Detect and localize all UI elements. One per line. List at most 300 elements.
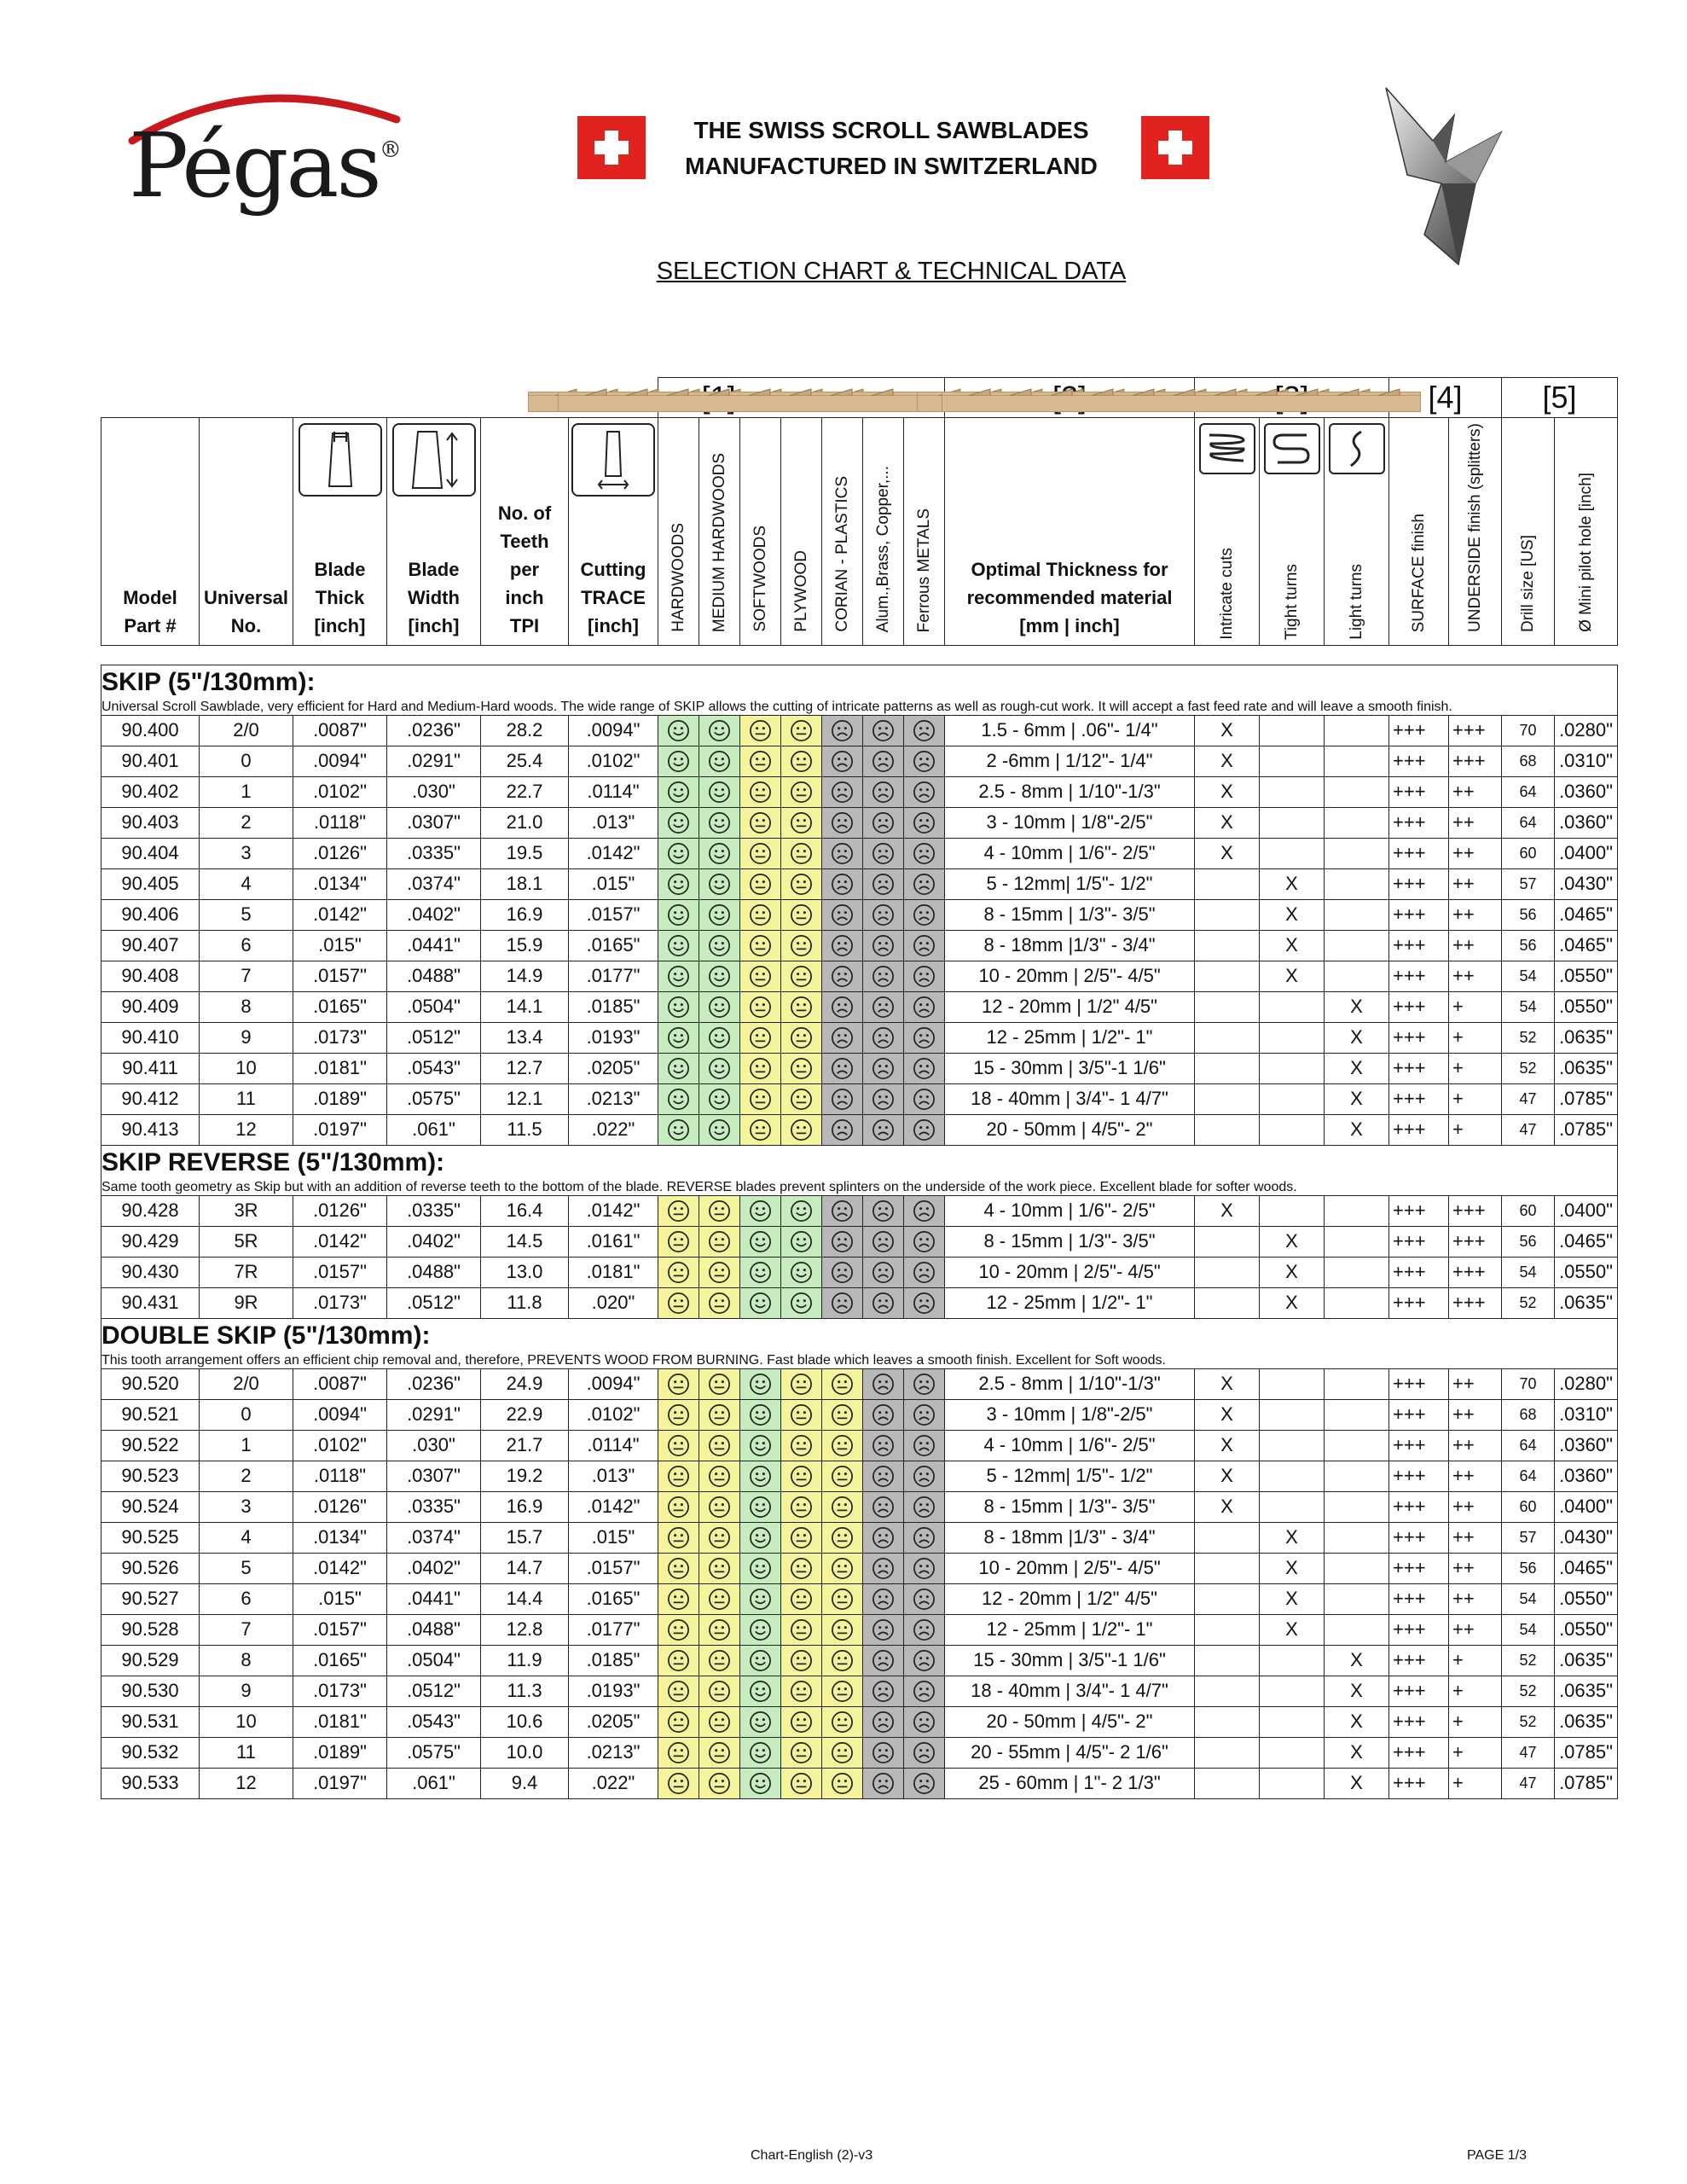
material-rating-cell — [740, 930, 781, 961]
material-rating-cell — [781, 1522, 822, 1553]
neutral-face-icon — [708, 1741, 731, 1764]
tight-turns-cell — [1260, 1083, 1325, 1114]
universal-no-cell: 5 — [200, 899, 293, 930]
neutral-face-icon — [790, 1465, 813, 1488]
material-rating-cell — [781, 1022, 822, 1053]
optimal-thickness-cell: 8 - 15mm | 1/3"- 3/5" — [945, 1226, 1195, 1257]
material-rating-cell — [863, 1022, 904, 1053]
material-rating-cell — [863, 1226, 904, 1257]
table-row — [101, 991, 1618, 1022]
neutral-face-icon — [790, 1403, 813, 1426]
material-rating-cell — [781, 807, 822, 838]
sad-face-icon — [913, 719, 936, 742]
material-rating-cell — [658, 1676, 699, 1706]
underside-finish-cell: ++ — [1449, 868, 1502, 899]
material-rating-cell — [863, 1257, 904, 1287]
material-rating-cell — [863, 1430, 904, 1461]
tpi-cell: 16.4 — [481, 1195, 569, 1226]
sad-face-icon — [913, 1741, 936, 1764]
material-rating-cell — [822, 1368, 863, 1399]
happy-face-icon — [749, 1649, 772, 1672]
material-rating-cell — [699, 1114, 740, 1145]
pilot-hole-cell: .0310" — [1555, 1399, 1618, 1430]
drill-size-cell: 47 — [1502, 1114, 1555, 1145]
material-rating-cell — [822, 746, 863, 776]
sad-face-icon — [913, 1649, 936, 1672]
cutting-trace-cell: .0181" — [569, 1257, 658, 1287]
blade-thick-cell: .0142" — [293, 1226, 387, 1257]
blade-width-cell: .0575" — [387, 1083, 481, 1114]
material-rating-cell — [699, 1583, 740, 1614]
group-5-header: [5] — [1502, 378, 1618, 418]
blade-width-cell: .0575" — [387, 1737, 481, 1768]
table-row — [101, 715, 1618, 746]
table-row — [101, 1022, 1618, 1053]
blade-thick-cell: .0173" — [293, 1287, 387, 1318]
blade-width-cell: .0335" — [387, 1491, 481, 1522]
tpi-cell: 19.2 — [481, 1461, 569, 1491]
sad-face-icon — [831, 1261, 854, 1284]
material-rating-cell — [699, 1676, 740, 1706]
happy-face-icon — [749, 1741, 772, 1764]
neutral-face-icon — [790, 1588, 813, 1611]
swiss-flag-icon — [1141, 116, 1209, 179]
blade-thick-cell: .0189" — [293, 1083, 387, 1114]
tpi-cell: 11.5 — [481, 1114, 569, 1145]
sad-face-icon — [831, 1292, 854, 1315]
underside-finish-cell: ++ — [1449, 1491, 1502, 1522]
sad-face-icon — [872, 1741, 895, 1764]
blade-thick-cell: .0142" — [293, 1553, 387, 1583]
surface-finish-cell: +++ — [1389, 1368, 1449, 1399]
underside-finish-cell: +++ — [1449, 1195, 1502, 1226]
universal-no-cell: 11 — [200, 1083, 293, 1114]
surface-finish-cell: +++ — [1389, 1553, 1449, 1583]
table-row — [101, 1522, 1618, 1553]
cutting-trace-cell: .0114" — [569, 1430, 658, 1461]
universal-no-cell: 4 — [200, 868, 293, 899]
cutting-trace-cell: .0165" — [569, 930, 658, 961]
cutting-trace-cell: .0177" — [569, 961, 658, 991]
model-part-cell: 90.526 — [101, 1553, 200, 1583]
drill-size-cell: 70 — [1502, 715, 1555, 746]
material-rating-cell — [822, 1053, 863, 1083]
material-rating-cell — [904, 1114, 945, 1145]
underside-finish-cell: ++ — [1449, 1368, 1502, 1399]
tight-turns-cell: X — [1260, 1257, 1325, 1287]
neutral-face-icon — [831, 1403, 854, 1426]
material-rating-cell — [863, 991, 904, 1022]
material-rating-cell — [904, 1461, 945, 1491]
sad-face-icon — [872, 1649, 895, 1672]
material-rating-cell — [822, 1706, 863, 1737]
material-rating-cell — [781, 961, 822, 991]
light-turns-cell — [1325, 1461, 1389, 1491]
tpi-cell: 25.4 — [481, 746, 569, 776]
material-rating-cell — [781, 1676, 822, 1706]
underside-finish-cell: ++ — [1449, 838, 1502, 868]
universal-no-cell: 10 — [200, 1053, 293, 1083]
sad-face-icon — [913, 965, 936, 988]
material-rating-cell — [863, 1368, 904, 1399]
sad-face-icon — [872, 1557, 895, 1580]
optimal-thickness-cell: 5 - 12mm| 1/5"- 1/2" — [945, 1461, 1195, 1491]
material-rating-cell — [740, 1768, 781, 1798]
surface-finish-cell: +++ — [1389, 1768, 1449, 1798]
surface-finish-cell: +++ — [1389, 1430, 1449, 1461]
material-rating-cell — [658, 1226, 699, 1257]
material-rating-cell — [699, 1430, 740, 1461]
light-turns-icon — [1329, 423, 1385, 474]
col-tight-turns: Tight turns — [1260, 418, 1325, 646]
material-rating-cell — [740, 991, 781, 1022]
tpi-cell: 21.0 — [481, 807, 569, 838]
sad-face-icon — [872, 1026, 895, 1049]
material-rating-cell — [863, 838, 904, 868]
optimal-thickness-cell: 25 - 60mm | 1"- 2 1/3" — [945, 1768, 1195, 1798]
drill-size-cell: 52 — [1502, 1706, 1555, 1737]
underside-finish-cell: + — [1449, 1768, 1502, 1798]
sad-face-icon — [831, 1118, 854, 1141]
material-rating-cell — [863, 1645, 904, 1676]
col-optimal-thickness: Optimal Thickness for recommended material [mm | inch] — [945, 418, 1195, 646]
material-rating-cell — [740, 1522, 781, 1553]
blade-width-cell: .0512" — [387, 1676, 481, 1706]
light-turns-cell: X — [1325, 1645, 1389, 1676]
table-row — [101, 1195, 1618, 1226]
cutting-trace-cell: .0205" — [569, 1053, 658, 1083]
neutral-face-icon — [831, 1772, 854, 1795]
material-rating-cell — [699, 1737, 740, 1768]
sad-face-icon — [913, 1526, 936, 1549]
surface-finish-cell: +++ — [1389, 1461, 1449, 1491]
drill-size-cell: 54 — [1502, 991, 1555, 1022]
optimal-thickness-cell: 10 - 20mm | 2/5"- 4/5" — [945, 1553, 1195, 1583]
light-turns-cell — [1325, 1226, 1389, 1257]
tpi-cell: 9.4 — [481, 1768, 569, 1798]
blade-thick-cell: .015" — [293, 1583, 387, 1614]
pilot-hole-cell: .0280" — [1555, 715, 1618, 746]
material-rating-cell — [863, 1399, 904, 1430]
material-rating-cell — [658, 838, 699, 868]
material-rating-cell — [699, 1399, 740, 1430]
neutral-face-icon — [831, 1649, 854, 1672]
sad-face-icon — [913, 934, 936, 957]
drill-size-cell: 60 — [1502, 1491, 1555, 1522]
optimal-thickness-cell: 18 - 40mm | 3/4"- 1 4/7" — [945, 1676, 1195, 1706]
table-row — [101, 1706, 1618, 1737]
light-turns-cell — [1325, 1257, 1389, 1287]
neutral-face-icon — [790, 1434, 813, 1457]
neutral-face-icon — [749, 965, 772, 988]
cutting-trace-cell: .013" — [569, 1461, 658, 1491]
neutral-face-icon — [790, 996, 813, 1019]
tight-turns-cell — [1260, 1022, 1325, 1053]
material-rating-cell — [781, 715, 822, 746]
neutral-face-icon — [831, 1588, 854, 1611]
neutral-face-icon — [749, 1088, 772, 1111]
blade-thick-cell: .0142" — [293, 899, 387, 930]
col-hardwoods: HARDWOODS — [658, 418, 699, 646]
col-medium-hardwoods: MEDIUM HARDWOODS — [699, 418, 740, 646]
happy-face-icon — [790, 1199, 813, 1223]
optimal-thickness-cell: 20 - 50mm | 4/5"- 2" — [945, 1706, 1195, 1737]
material-rating-cell — [699, 1053, 740, 1083]
cutting-trace-cell: .015" — [569, 1522, 658, 1553]
underside-finish-cell: +++ — [1449, 1257, 1502, 1287]
material-rating-cell — [740, 1226, 781, 1257]
tight-turns-cell — [1260, 1053, 1325, 1083]
material-rating-cell — [781, 1368, 822, 1399]
table-row — [101, 1461, 1618, 1491]
material-rating-cell — [904, 838, 945, 868]
material-rating-cell — [863, 1083, 904, 1114]
material-rating-cell — [658, 1430, 699, 1461]
material-rating-cell — [781, 899, 822, 930]
material-rating-cell — [658, 1768, 699, 1798]
neutral-face-icon — [708, 1618, 731, 1641]
cutting-trace-cell: .013" — [569, 807, 658, 838]
optimal-thickness-cell: 10 - 20mm | 2/5"- 4/5" — [945, 1257, 1195, 1287]
tight-turns-cell: X — [1260, 1614, 1325, 1645]
drill-size-cell: 47 — [1502, 1083, 1555, 1114]
light-turns-cell — [1325, 1491, 1389, 1522]
material-rating-cell — [904, 1614, 945, 1645]
tpi-cell: 21.7 — [481, 1430, 569, 1461]
happy-face-icon — [667, 719, 690, 742]
happy-face-icon — [667, 750, 690, 773]
sad-face-icon — [872, 1088, 895, 1111]
material-rating-cell — [658, 1737, 699, 1768]
neutral-face-icon — [790, 1649, 813, 1672]
blade-width-cell: .0504" — [387, 991, 481, 1022]
neutral-face-icon — [708, 1496, 731, 1519]
neutral-face-icon — [667, 1557, 690, 1580]
neutral-face-icon — [790, 1741, 813, 1764]
cutting-trace-cell: .0213" — [569, 1083, 658, 1114]
surface-finish-cell: +++ — [1389, 930, 1449, 961]
material-rating-cell — [658, 991, 699, 1022]
model-part-cell: 90.532 — [101, 1737, 200, 1768]
blade-thick-cell: .0157" — [293, 961, 387, 991]
light-turns-cell — [1325, 776, 1389, 807]
optimal-thickness-cell: 20 - 55mm | 4/5"- 2 1/6" — [945, 1737, 1195, 1768]
drill-size-cell: 68 — [1502, 746, 1555, 776]
tight-turns-cell — [1260, 1368, 1325, 1399]
intricate-cuts-cell — [1195, 1706, 1260, 1737]
blade-thick-cell: .0087" — [293, 715, 387, 746]
optimal-thickness-cell: 4 - 10mm | 1/6"- 2/5" — [945, 1430, 1195, 1461]
material-rating-cell — [658, 868, 699, 899]
sad-face-icon — [913, 1772, 936, 1795]
material-rating-cell — [781, 838, 822, 868]
material-rating-cell — [822, 1522, 863, 1553]
neutral-face-icon — [708, 1230, 731, 1253]
material-rating-cell — [781, 1399, 822, 1430]
intricate-cuts-cell — [1195, 1053, 1260, 1083]
sad-face-icon — [913, 1588, 936, 1611]
cutting-trace-cell: .0102" — [569, 746, 658, 776]
drill-size-cell: 52 — [1502, 1287, 1555, 1318]
material-rating-cell — [822, 1022, 863, 1053]
drill-size-cell: 56 — [1502, 899, 1555, 930]
pilot-hole-cell: .0635" — [1555, 1676, 1618, 1706]
material-rating-cell — [699, 1553, 740, 1583]
material-rating-cell — [863, 1461, 904, 1491]
material-rating-cell — [658, 1287, 699, 1318]
drill-size-cell: 64 — [1502, 1461, 1555, 1491]
material-rating-cell — [781, 1053, 822, 1083]
happy-face-icon — [708, 996, 731, 1019]
tight-turns-cell — [1260, 1399, 1325, 1430]
drill-size-cell: 52 — [1502, 1645, 1555, 1676]
neutral-face-icon — [790, 965, 813, 988]
sad-face-icon — [913, 750, 936, 773]
happy-face-icon — [749, 1373, 772, 1396]
material-rating-cell — [822, 1287, 863, 1318]
universal-no-cell: 2 — [200, 1461, 293, 1491]
blade-thick-cell: .0197" — [293, 1114, 387, 1145]
intricate-cuts-cell — [1195, 899, 1260, 930]
sad-face-icon — [831, 1199, 854, 1223]
light-turns-cell — [1325, 899, 1389, 930]
surface-finish-cell: +++ — [1389, 1522, 1449, 1553]
material-rating-cell — [904, 868, 945, 899]
intricate-cuts-cell — [1195, 1287, 1260, 1318]
model-part-cell: 90.428 — [101, 1195, 200, 1226]
blade-width-cell: .0504" — [387, 1645, 481, 1676]
happy-face-icon — [790, 1292, 813, 1315]
neutral-face-icon — [667, 1741, 690, 1764]
material-rating-cell — [658, 1706, 699, 1737]
neutral-face-icon — [790, 903, 813, 926]
intricate-cuts-cell — [1195, 1022, 1260, 1053]
underside-finish-cell: +++ — [1449, 1287, 1502, 1318]
neutral-face-icon — [667, 1373, 690, 1396]
sad-face-icon — [872, 873, 895, 896]
sad-face-icon — [831, 750, 854, 773]
material-rating-cell — [781, 1737, 822, 1768]
blade-thick-cell: .0197" — [293, 1768, 387, 1798]
model-part-cell: 90.406 — [101, 899, 200, 930]
underside-finish-cell: ++ — [1449, 1522, 1502, 1553]
neutral-face-icon — [749, 781, 772, 804]
intricate-cuts-cell — [1195, 1114, 1260, 1145]
drill-size-cell: 57 — [1502, 1522, 1555, 1553]
material-rating-cell — [658, 1583, 699, 1614]
intricate-cuts-cell: X — [1195, 807, 1260, 838]
light-turns-cell — [1325, 868, 1389, 899]
neutral-face-icon — [667, 1618, 690, 1641]
model-part-cell: 90.522 — [101, 1430, 200, 1461]
happy-face-icon — [667, 965, 690, 988]
sad-face-icon — [831, 719, 854, 742]
light-turns-cell — [1325, 1368, 1389, 1399]
tpi-cell: 14.5 — [481, 1226, 569, 1257]
neutral-face-icon — [790, 1557, 813, 1580]
model-part-cell: 90.411 — [101, 1053, 200, 1083]
model-part-cell: 90.400 — [101, 715, 200, 746]
underside-finish-cell: + — [1449, 1053, 1502, 1083]
material-rating-cell — [781, 930, 822, 961]
material-rating-cell — [740, 838, 781, 868]
pilot-hole-cell: .0310" — [1555, 746, 1618, 776]
model-part-cell: 90.530 — [101, 1676, 200, 1706]
model-part-cell: 90.412 — [101, 1083, 200, 1114]
happy-face-icon — [667, 1088, 690, 1111]
material-rating-cell — [740, 1706, 781, 1737]
tpi-cell: 11.9 — [481, 1645, 569, 1676]
tpi-cell: 14.9 — [481, 961, 569, 991]
surface-finish-cell: +++ — [1389, 1491, 1449, 1522]
pilot-hole-cell: .0400" — [1555, 1491, 1618, 1522]
tpi-cell: 11.3 — [481, 1676, 569, 1706]
material-rating-cell — [740, 1399, 781, 1430]
pilot-hole-cell: .0785" — [1555, 1114, 1618, 1145]
surface-finish-cell: +++ — [1389, 746, 1449, 776]
neutral-face-icon — [790, 1057, 813, 1080]
material-rating-cell — [699, 1226, 740, 1257]
material-rating-cell — [699, 899, 740, 930]
material-rating-cell — [699, 1491, 740, 1522]
universal-no-cell: 7 — [200, 961, 293, 991]
material-rating-cell — [740, 1083, 781, 1114]
neutral-face-icon — [790, 781, 813, 804]
model-part-cell: 90.403 — [101, 807, 200, 838]
tpi-cell: 16.9 — [481, 899, 569, 930]
material-rating-cell — [781, 1257, 822, 1287]
happy-face-icon — [708, 965, 731, 988]
material-rating-cell — [904, 746, 945, 776]
surface-finish-cell: +++ — [1389, 807, 1449, 838]
universal-no-cell: 8 — [200, 991, 293, 1022]
sad-face-icon — [913, 842, 936, 865]
drill-size-cell: 60 — [1502, 838, 1555, 868]
pilot-hole-cell: .0635" — [1555, 1706, 1618, 1737]
pilot-hole-cell: .0400" — [1555, 1195, 1618, 1226]
universal-no-cell: 7 — [200, 1614, 293, 1645]
light-turns-cell: X — [1325, 1053, 1389, 1083]
col-surface-finish: SURFACE finish — [1389, 418, 1449, 646]
neutral-face-icon — [749, 903, 772, 926]
light-turns-cell: X — [1325, 1676, 1389, 1706]
happy-face-icon — [667, 811, 690, 834]
neutral-face-icon — [667, 1292, 690, 1315]
sad-face-icon — [831, 1026, 854, 1049]
neutral-face-icon — [790, 750, 813, 773]
sad-face-icon — [913, 1118, 936, 1141]
sad-face-icon — [872, 1403, 895, 1426]
intricate-cuts-cell: X — [1195, 746, 1260, 776]
pilot-hole-cell: .0360" — [1555, 776, 1618, 807]
neutral-face-icon — [749, 750, 772, 773]
tpi-cell: 13.0 — [481, 1257, 569, 1287]
col-teeth: No. of Teeth per inch TPI — [481, 418, 569, 646]
surface-finish-cell: +++ — [1389, 961, 1449, 991]
happy-face-icon — [708, 750, 731, 773]
neutral-face-icon — [749, 996, 772, 1019]
material-rating-cell — [863, 807, 904, 838]
underside-finish-cell: ++ — [1449, 1430, 1502, 1461]
drill-size-cell: 52 — [1502, 1053, 1555, 1083]
model-part-cell: 90.407 — [101, 930, 200, 961]
happy-face-icon — [667, 934, 690, 957]
underside-finish-cell: +++ — [1449, 746, 1502, 776]
light-turns-cell — [1325, 961, 1389, 991]
material-rating-cell — [781, 1645, 822, 1676]
neutral-face-icon — [749, 1026, 772, 1049]
underside-finish-cell: ++ — [1449, 961, 1502, 991]
